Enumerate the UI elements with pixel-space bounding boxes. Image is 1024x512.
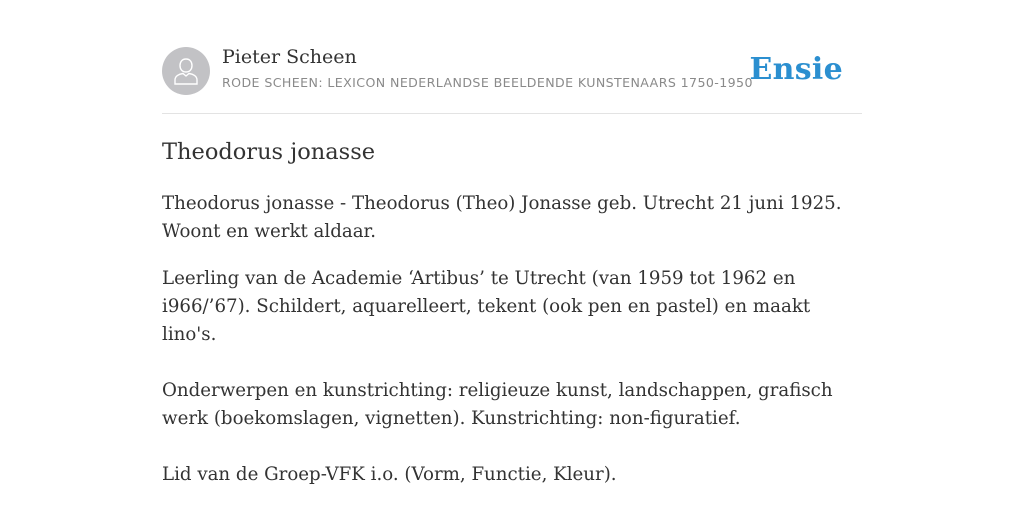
- author-avatar[interactable]: [162, 47, 210, 95]
- user-silhouette-icon: [172, 56, 200, 86]
- header: [162, 0, 862, 114]
- paragraph: Leerling van de Academie ‘Artibus’ te Utrecht (van 1959 tot 1962 en i966/’67). Schildert, aquarelleert, tekent (ook pen en pastel) en maakt lino's.: [162, 268, 811, 345]
- ensie-logo[interactable]: Ensie: [749, 52, 843, 87]
- article-card: [162, 0, 862, 485]
- article-body: [162, 190, 862, 489]
- author-name[interactable]: Pieter Scheen: [222, 46, 357, 68]
- paragraph: Onderwerpen en kunstrichting: religieuze kunst, landschappen, grafisch werk (boekomslagen, vignetten). Kunstrichting: non-figuratief.: [162, 380, 833, 429]
- article-title: Theodorus jonasse: [162, 139, 376, 165]
- paragraph: Lid van de Groep-VFK i.o. (Vorm, Functie, Kleur).: [162, 464, 617, 485]
- source-title[interactable]: RODE SCHEEN: LEXICON NEDERLANDSE BEELDENDE KUNSTENAARS 1750-1950: [222, 75, 753, 90]
- paragraph: Theodorus jonasse - Theodorus (Theo) Jonasse geb. Utrecht 21 juni 1925. Woont en werkt aldaar.: [162, 193, 842, 242]
